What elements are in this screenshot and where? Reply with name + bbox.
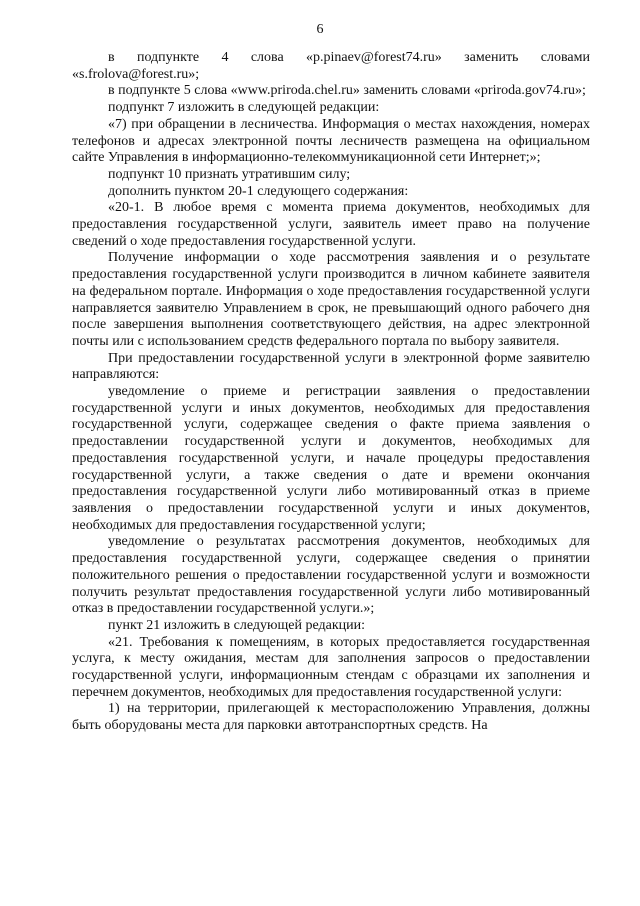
paragraph: При предоставлении государственной услуги в электронной форме заявителю направляются: xyxy=(72,350,590,383)
paragraph: 1) на территории, прилегающей к месторасположению Управления, должны быть оборудованы места для парковки автотранспортных средств. На xyxy=(72,701,590,734)
paragraph: Получение информации о ходе рассмотрения заявления и о результате предоставления государственной услуги производится в личном кабинете заявителя на федеральном портале. Информация о ходе предоставления государственной услуги направляется заявителю Управлением в срок, не превышающий одного рабочего дня после завершения выполнения соответствующего действия, на адрес электронной почты или с использованием средств федерального портала по выбору заявителя. xyxy=(72,250,590,349)
paragraph: «20-1. В любое время с момента приема документов, необходимых для предоставления государственной услуги, заявитель имеет право на получение сведений о ходе предоставления государственной услуги. xyxy=(72,200,590,249)
paragraph: в подпункте 4 слова «p.pinaev@forest74.ru» заменить словами «s.frolova@forest.ru»; xyxy=(72,50,590,82)
paragraph: уведомление о приеме и регистрации заявления о предоставлении государственной услуги и иных документов, необходимых для предоставления государственной услуги, содержащее сведения о факте приема заявления о предоставлении государственной услуги и документов, необходимых для предоставления государственной услуги, и начале процедуры предоставления государственной услуги, а также сведения о дате и времени окончания предоставления государственной услуги либо мотивированный отказ в приеме заявления о предоставлении государственной услуги и иных документов, необходимых для предоставления государственной услуги; xyxy=(72,384,590,533)
paragraph: дополнить пунктом 20-1 следующего содержания: xyxy=(108,183,409,199)
page-number: 6 xyxy=(316,22,324,37)
paragraph: «7) при обращении в лесничества. Информация о местах нахождения, номерах телефонов и адресах электронной почты лесничеств размещена на официальном сайте Управления в информационно-телекоммуникационной сети Интернет;»; xyxy=(72,116,590,166)
paragraph: подпункт 10 признать утратившим силу; xyxy=(108,166,351,182)
paragraph: подпункт 7 изложить в следующей редакции: xyxy=(108,100,380,116)
paragraph: «21. Требования к помещениям, в которых предоставляется государственная услуга, к месту ожидания, местам для заполнения запросов о предоставлении государственной услуги, информационным стендам с образцами их заполнения и перечнем документов, необходимых для предоставления государственной услуги: xyxy=(72,634,590,700)
paragraph: уведомление о результатах рассмотрения документов, необходимых для предоставления государственной услуги, содержащее сведения о принятии положительного решения о предоставлении государственной услуги и возможности получить результат предоставления государственной услуги либо мотивированный отказ в предоставлении государственной услуги.»; xyxy=(72,534,590,617)
document-body xyxy=(72,50,590,735)
paragraph: в подпункте 5 слова «www.priroda.chel.ru» заменить словами «priroda.gov74.ru»; xyxy=(108,83,586,99)
paragraph: пункт 21 изложить в следующей редакции: xyxy=(108,617,365,633)
